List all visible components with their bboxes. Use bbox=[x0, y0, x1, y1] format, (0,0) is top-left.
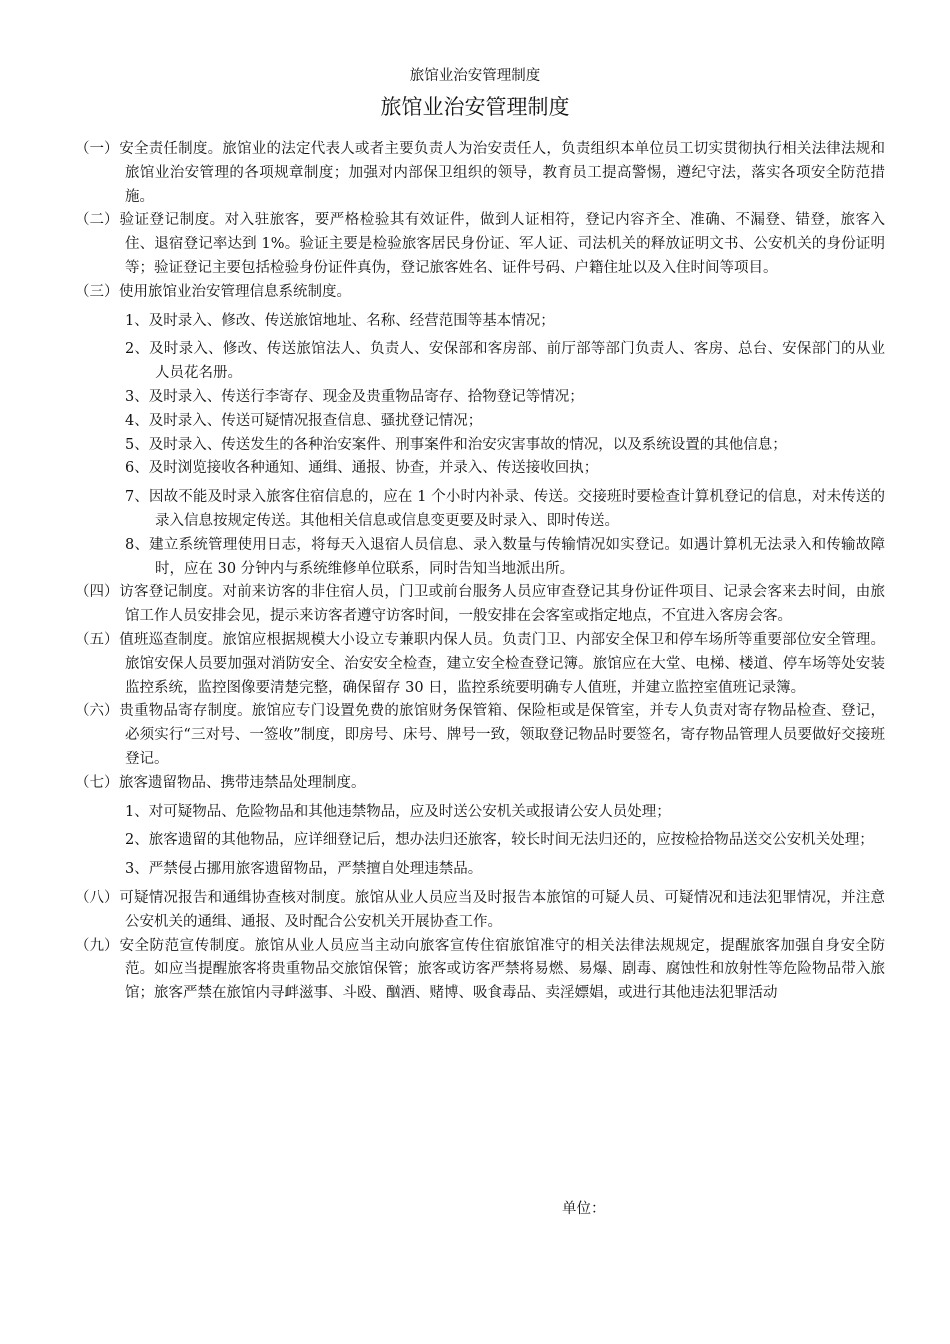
list-item: 2、及时录入、修改、传送旅馆法人、负责人、安保部和客房部、前厅部等部门负责人、客房、总台、安保部门的从业人员花名册。 bbox=[125, 341, 885, 382]
section-5 bbox=[75, 629, 885, 700]
list-item: 6、及时浏览接收各种通知、通缉、通报、协查，并录入、传送接收回执； bbox=[125, 460, 599, 477]
section-3 bbox=[75, 281, 885, 305]
list-item: 3、及时录入、传送行李寄存、现金及贵重物品寄存、拾物登记等情况； bbox=[125, 388, 584, 405]
section-text: 验证登记制度。对入驻旅客，要严格检验其有效证件，做到人证相符，登记内容齐全、准确、不漏登、错登，旅客入住、退宿登记率达到 1%。验证主要是检验旅客居民身份证、军人证、司法机关的释放证明文书、公安机关的身份证明等；验证登记主要包括检验身份证件真伪，登记旅客姓名、证件号码、户籍住址以及入住时间等项目。 bbox=[119, 212, 885, 276]
section-text: 访客登记制度。对前来访客的非住宿人员，门卫或前台服务人员应审查登记其身份证件项目、记录会客来去时间，由旅馆工作人员安排会见，提示来访客者遵守访客时间，一般安排在会客室或指定地点，不宜进入客房会客。 bbox=[119, 584, 885, 625]
section-number: （四） bbox=[75, 584, 119, 601]
section-text: 贵重物品寄存制度。旅馆应专门设置免费的旅馆财务保管箱、保险柜或是保管室，并专人负责对寄存物品检查、登记，必须实行“三对号、一签收”制度，即房号、床号、牌号一致，领取登记物品时要签名，寄存物品管理人员要做好交接班登记。 bbox=[119, 703, 885, 767]
section-number: （七） bbox=[75, 774, 119, 791]
section-9 bbox=[75, 935, 885, 1006]
list-item: 1、及时录入、修改、传送旅馆地址、名称、经营范围等基本情况； bbox=[125, 312, 555, 329]
section-number: （六） bbox=[75, 703, 119, 720]
section-8 bbox=[75, 887, 885, 935]
list-item: 2、旅客遗留的其他物品，应详细登记后，想办法归还旅客，较长时间无法归还的，应按检拾物品送交公安机关处理； bbox=[125, 832, 874, 849]
list-item: 3、严禁侵占挪用旅客遗留物品，严禁擅自处理违禁品。 bbox=[125, 861, 483, 878]
section-text: 值班巡查制度。旅馆应根据规模大小设立专兼职内保人员。负责门卫、内部安全保卫和停车场所等重要部位安全管理。旅馆安保人员要加强对消防安全、治安安全检查，建立安全检查登记簿。旅馆应在大堂、电梯、楼道、停车场等处安装监控系统，监控图像要清楚完整，确保留存 30 日，监控系统要明确专人值班，并建立监控室值班记录簿。 bbox=[119, 631, 885, 696]
section-number: （一） bbox=[75, 141, 119, 157]
section-text: 安全防范宣传制度。旅馆从业人员应当主动向旅客宣传住宿旅馆准守的相关法律法规规定，提醒旅客加强自身安全防范。如应当提醒旅客将贵重物品交旅馆保管；旅客或访客严禁将易燃、易爆、剧毒、腐蚀性和放射性等危险物品带入旅馆；旅客严禁在旅馆内寻衅滋事、斗殴、酗酒、赌博、吸食毒品、卖淫嫖娼，或进行其他违法犯罪活动 bbox=[119, 937, 885, 1002]
list-item: 4、及时录入、传送可疑情况报查信息、骚扰登记情况； bbox=[125, 412, 483, 429]
list-item: 1、对可疑物品、危险物品和其他违禁物品，应及时送公安机关或报请公安人员处理； bbox=[125, 803, 671, 820]
document-title: 旅馆业治安管理制度 bbox=[380, 95, 570, 119]
section-2 bbox=[75, 209, 885, 280]
section-number: （三） bbox=[75, 283, 119, 300]
list-item: 7、因故不能及时录入旅客住宿信息的，应在 1 个小时内补录、传送。交接班时要检查计算机登记的信息，对未传送的录入信息按规定传送。其他相关信息或信息变更要及时录入、即时传送。 bbox=[125, 489, 885, 529]
list-item: 5、及时录入、传送发生的各种治安案件、刑事案件和治安灾害事故的情况，以及系统设置的其他信息； bbox=[125, 436, 787, 453]
section-7 bbox=[75, 772, 885, 796]
section-number: （五） bbox=[75, 631, 119, 648]
section-number: （二） bbox=[75, 212, 119, 229]
section-1 bbox=[75, 138, 885, 209]
unit-label: 单位： bbox=[562, 1201, 606, 1217]
document-header: 旅馆业治安管理制度 bbox=[409, 68, 541, 84]
section-text: 安全责任制度。旅馆业的法定代表人或者主要负责人为治安责任人，负责组织本单位员工切实贯彻执行相关法律法规和旅馆业治安管理的各项规章制度；加强对内部保卫组织的领导，教育员工提高警惕，遵纪守法，落实各项安全防范措施。 bbox=[119, 141, 885, 205]
section-number: （九） bbox=[75, 937, 119, 954]
section-text: 可疑情况报告和通缉协查核对制度。旅馆从业人员应当及时报告本旅馆的可疑人员、可疑情况和违法犯罪情况，并注意公安机关的通缉、通报、及时配合公安机关开展协查工作。 bbox=[119, 889, 885, 930]
section-number: （八） bbox=[75, 889, 119, 906]
section-text: 旅客遗留物品、携带违禁品处理制度。 bbox=[119, 774, 366, 791]
section-6 bbox=[75, 700, 885, 771]
section-4 bbox=[75, 581, 885, 629]
section-text: 使用旅馆业治安管理信息系统制度。 bbox=[119, 283, 351, 300]
list-item: 8、建立系统管理使用日志，将每天入退宿人员信息、录入数量与传输情况如实登记。如遇计算机无法录入和传输故障时，应在 30 分钟内与系统维修单位联系，同时告知当地派出所。 bbox=[125, 536, 885, 577]
document-body bbox=[75, 138, 885, 1006]
